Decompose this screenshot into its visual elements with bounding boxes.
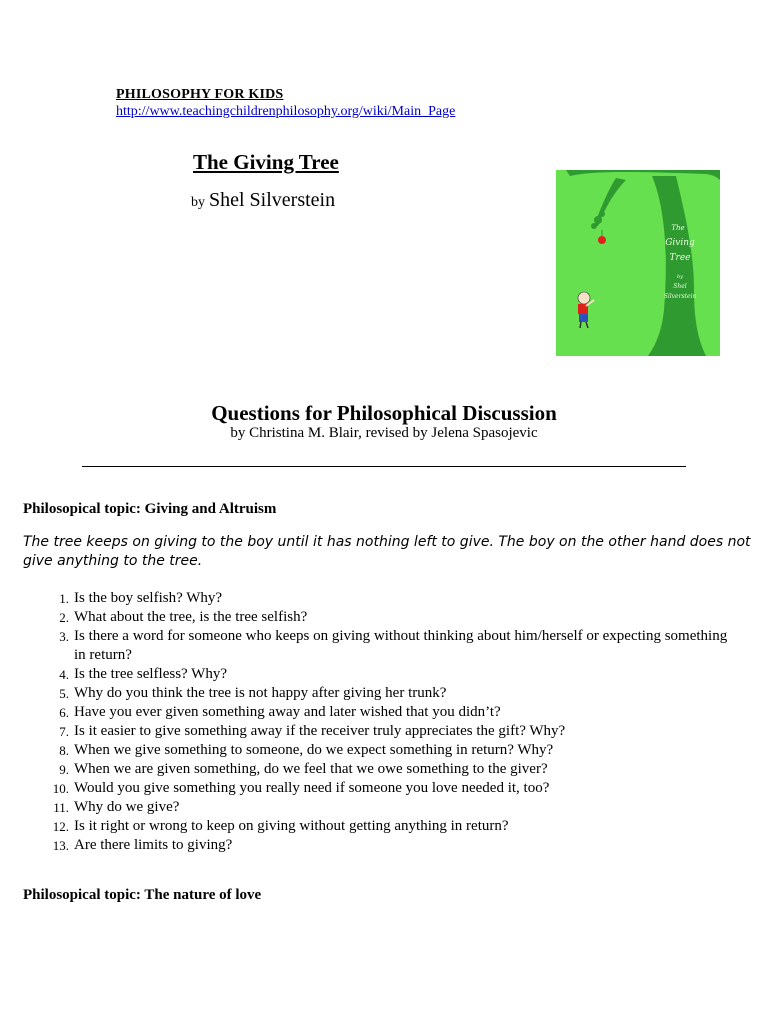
- svg-text:Shel: Shel: [673, 283, 687, 290]
- question-item: [40, 608, 740, 627]
- topic-giving-altruism: Philosopical topic: Giving and Altruism: [23, 501, 277, 517]
- question-item: [40, 779, 740, 798]
- by-label: by: [191, 195, 205, 210]
- question-text: Is the boy selfish? Why?: [74, 590, 223, 606]
- question-number: 4 .: [40, 665, 70, 684]
- question-item: [40, 722, 740, 741]
- question-text: Why do we give?: [74, 799, 180, 815]
- svg-text:Tree: Tree: [669, 253, 691, 263]
- question-text: Why do you think the tree is not happy after giving her trunk?: [74, 685, 447, 701]
- question-item: [40, 589, 740, 608]
- question-text: When we are given something, do we feel that we owe something to the giver?: [74, 761, 548, 777]
- question-number: 7 .: [40, 722, 70, 741]
- question-item: [40, 798, 740, 817]
- question-number: 9 .: [40, 760, 70, 779]
- question-text: Are there limits to giving?: [74, 837, 233, 853]
- apple-icon: [598, 236, 606, 244]
- question-number: 3 .: [40, 627, 70, 665]
- divider-line: [82, 466, 686, 467]
- question-item: [40, 627, 740, 665]
- question-number: 13 .: [40, 836, 70, 855]
- question-item: [40, 760, 740, 779]
- question-number: 1 .: [40, 589, 70, 608]
- questions-authors: by Christina M. Blair, revised by Jelena Spasojevic: [230, 425, 538, 441]
- question-text: When we give something to someone, do we expect something in return? Why?: [74, 742, 554, 758]
- topic-nature-of-love: Philosopical topic: The nature of love: [23, 887, 262, 903]
- question-number: 8 .: [40, 741, 70, 760]
- question-number: 2 .: [40, 608, 70, 627]
- wiki-link[interactable]: http://www.teachingchildrenphilosophy.org/wiki/Main_Page: [116, 104, 456, 119]
- question-list: [40, 589, 740, 855]
- book-cover-image: [556, 170, 720, 356]
- question-number: 6 .: [40, 703, 70, 722]
- question-text: Have you ever given something away and later wished that you didn’t?: [74, 704, 501, 720]
- question-text: Is it easier to give something away if the receiver truly appreciates the gift? Why?: [74, 723, 566, 739]
- topic-intro: The tree keeps on giving to the boy until it has nothing left to give. The boy on the other hand does not give anything to the tree.: [23, 534, 751, 569]
- byline: [191, 189, 335, 212]
- question-text: Would you give something you really need if someone you love needed it, too?: [74, 780, 550, 796]
- svg-text:by: by: [676, 274, 684, 280]
- svg-text:Giving: Giving: [665, 238, 695, 248]
- question-number: 12 .: [40, 817, 70, 836]
- question-text: Is the tree selfless? Why?: [74, 666, 227, 682]
- question-item: [40, 665, 740, 684]
- header-title: PHILOSOPHY FOR KIDS: [116, 87, 284, 102]
- question-number: 5 .: [40, 684, 70, 703]
- question-item: [40, 817, 740, 836]
- question-text: What about the tree, is the tree selfish?: [74, 609, 308, 625]
- svg-text:Silverstein: Silverstein: [663, 293, 697, 300]
- question-item: [40, 741, 740, 760]
- question-item: [40, 684, 740, 703]
- question-item: [40, 703, 740, 722]
- question-text: Is there a word for someone who keeps on giving without thinking about him/herself or expecting something in return?: [74, 628, 728, 663]
- book-author: Shel Silverstein: [209, 189, 336, 211]
- question-item: [40, 836, 740, 855]
- question-number: 10 .: [40, 779, 70, 798]
- svg-text:The: The: [671, 224, 685, 232]
- questions-heading: Questions for Philosophical Discussion: [211, 401, 557, 425]
- book-title: The Giving Tree: [193, 150, 339, 174]
- question-number: 11 .: [40, 798, 70, 817]
- question-text: Is it right or wrong to keep on giving without getting anything in return?: [74, 818, 509, 834]
